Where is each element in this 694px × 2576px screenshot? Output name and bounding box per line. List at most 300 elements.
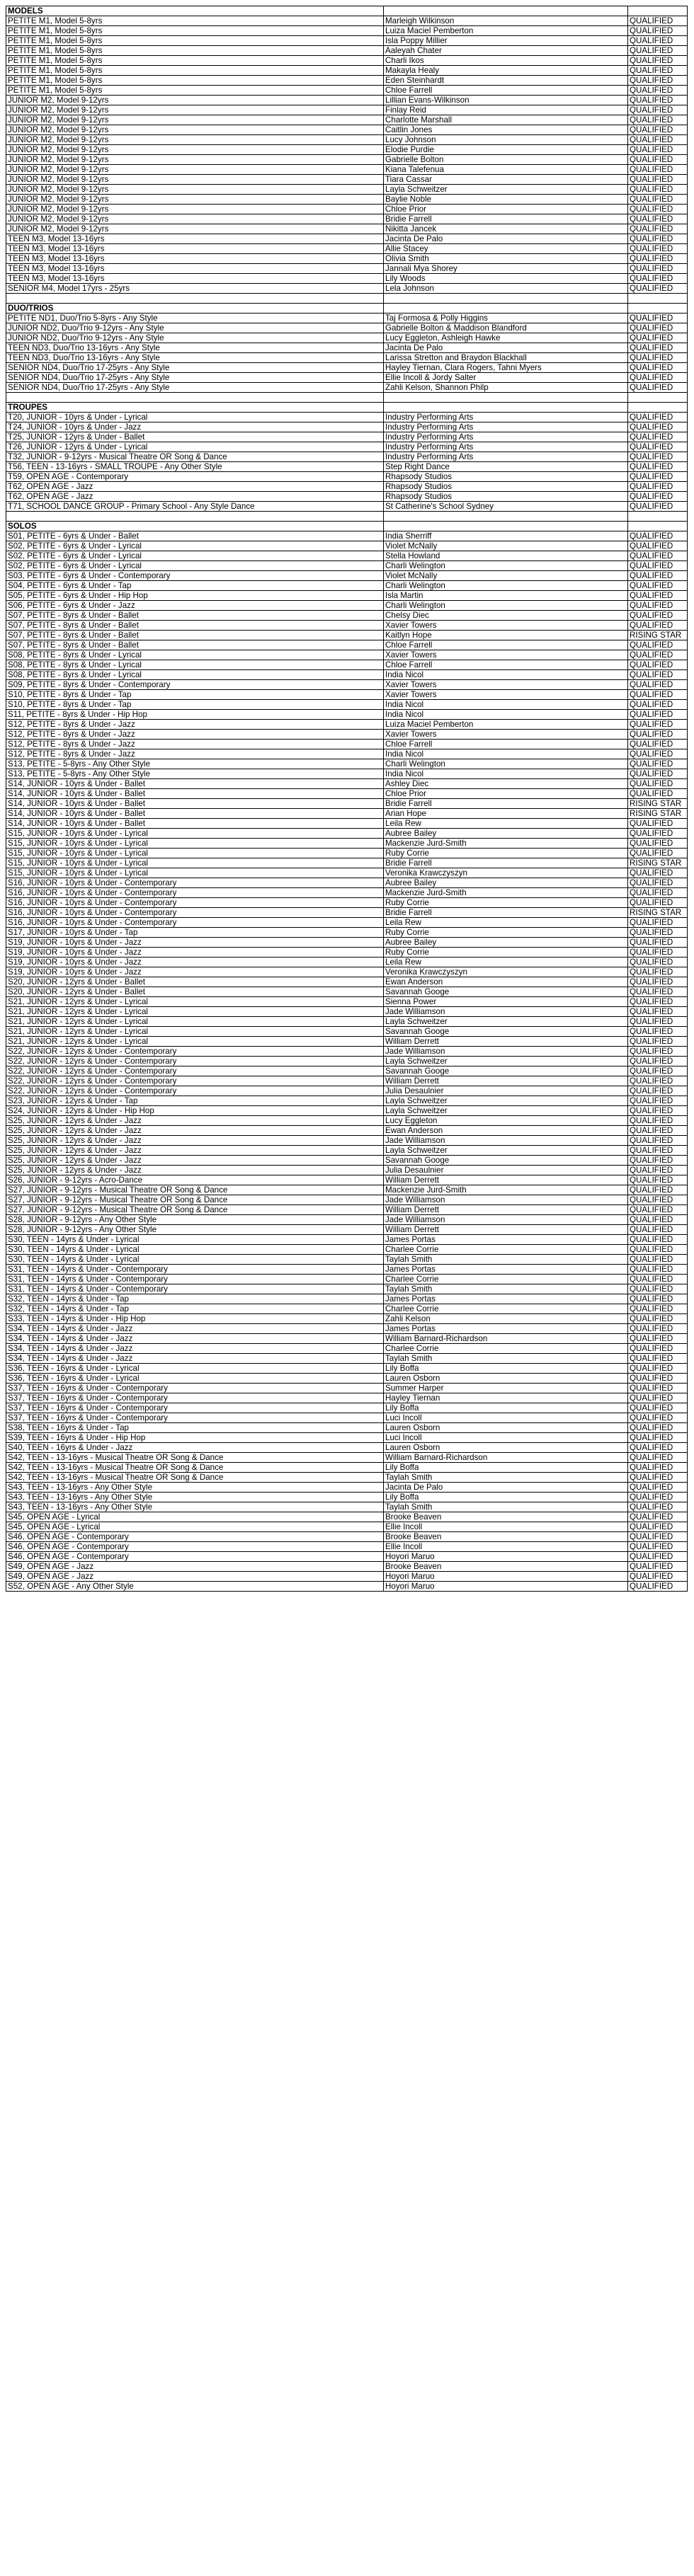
table-row (6, 145, 688, 155)
table-row (6, 323, 688, 333)
competitor-cell: Layla Schweitzer (384, 1106, 628, 1116)
table-row (6, 1393, 688, 1403)
competitor-cell: Lauren Osborn (384, 1423, 628, 1433)
empty-cell (6, 294, 384, 304)
result-cell: RISING STAR (628, 908, 688, 918)
result-cell: QUALIFIED (628, 601, 688, 611)
table-row (6, 1443, 688, 1453)
empty-cell (384, 393, 628, 403)
category-cell: S19, JUNIOR - 10yrs & Under - Jazz (6, 948, 384, 958)
category-cell: S26, JUNIOR - 9-12yrs - Acro-Dance (6, 1175, 384, 1185)
category-cell: S24, JUNIOR - 12yrs & Under - Hip Hop (6, 1106, 384, 1116)
competitor-cell: Chloe Farrell (384, 740, 628, 749)
result-cell: QUALIFIED (628, 779, 688, 789)
section-header-row (6, 6, 688, 16)
table-row (6, 858, 688, 868)
competitor-cell: Rhapsody Studios (384, 472, 628, 482)
competitor-cell: Step Right Dance (384, 462, 628, 472)
table-row (6, 1037, 688, 1047)
competitor-cell: Ellie Incoll & Jordy Salter (384, 373, 628, 383)
result-cell: QUALIFIED (628, 868, 688, 878)
competitor-cell: Layla Schweitzer (384, 1096, 628, 1106)
table-row (6, 1453, 688, 1463)
competitor-cell: Lillian Evans-Wilkinson (384, 96, 628, 105)
category-cell: S49, OPEN AGE - Jazz (6, 1562, 384, 1572)
result-cell: QUALIFIED (628, 967, 688, 977)
result-cell: QUALIFIED (628, 1126, 688, 1136)
empty-cell (628, 403, 688, 413)
table-row (6, 1433, 688, 1443)
result-cell: QUALIFIED (628, 1047, 688, 1057)
category-cell: S25, JUNIOR - 12yrs & Under - Jazz (6, 1156, 384, 1166)
competitor-cell: Sienna Power (384, 997, 628, 1007)
table-row (6, 1215, 688, 1225)
competitor-cell: Taylah Smith (384, 1502, 628, 1512)
category-cell: PETITE M1, Model 5-8yrs (6, 26, 384, 36)
table-row (6, 284, 688, 294)
competitor-cell: Lauren Osborn (384, 1374, 628, 1384)
result-cell: QUALIFIED (628, 561, 688, 571)
category-cell: S20, JUNIOR - 12yrs & Under - Ballet (6, 977, 384, 987)
empty-cell (384, 522, 628, 531)
table-row (6, 1245, 688, 1255)
result-cell: QUALIFIED (628, 472, 688, 482)
category-cell: S37, TEEN - 16yrs & Under - Contemporary (6, 1384, 384, 1393)
competitor-cell: Hayley Tiernan (384, 1393, 628, 1403)
category-cell: S42, TEEN - 13-16yrs - Musical Theatre OR Song & Dance (6, 1453, 384, 1463)
competitor-cell: Ruby Corrie (384, 948, 628, 958)
table-row (6, 868, 688, 878)
table-row (6, 1007, 688, 1017)
category-cell: S27, JUNIOR - 9-12yrs - Musical Theatre OR Song & Dance (6, 1205, 384, 1215)
competitor-cell: Savannah Googe (384, 987, 628, 997)
result-cell: QUALIFIED (628, 96, 688, 105)
result-cell: QUALIFIED (628, 1542, 688, 1552)
category-cell: S14, JUNIOR - 10yrs & Under - Ballet (6, 779, 384, 789)
result-cell: QUALIFIED (628, 373, 688, 383)
category-cell: S34, TEEN - 14yrs & Under - Jazz (6, 1334, 384, 1344)
result-cell: QUALIFIED (628, 1344, 688, 1354)
table-row (6, 531, 688, 541)
result-cell: QUALIFIED (628, 205, 688, 214)
category-cell: S19, JUNIOR - 10yrs & Under - Jazz (6, 938, 384, 948)
result-cell: QUALIFIED (628, 1522, 688, 1532)
empty-cell (384, 304, 628, 314)
competitor-cell: Hoyori Maruo (384, 1572, 628, 1582)
result-cell: QUALIFIED (628, 195, 688, 205)
section-title: MODELS (6, 6, 384, 16)
table-row (6, 195, 688, 205)
category-cell: S25, JUNIOR - 12yrs & Under - Jazz (6, 1146, 384, 1156)
table-row (6, 224, 688, 234)
result-cell: QUALIFIED (628, 353, 688, 363)
competitor-cell: Isla Poppy Millier (384, 36, 628, 46)
empty-cell (628, 294, 688, 304)
table-row (6, 56, 688, 66)
empty-cell (628, 522, 688, 531)
competitor-cell: Layla Schweitzer (384, 185, 628, 195)
result-cell: QUALIFIED (628, 1324, 688, 1334)
competitor-cell: Finlay Reid (384, 105, 628, 115)
category-cell: T62, OPEN AGE - Jazz (6, 482, 384, 492)
result-cell: QUALIFIED (628, 1423, 688, 1433)
empty-cell (628, 393, 688, 403)
category-cell: S08, PETITE - 8yrs & Under - Lyrical (6, 650, 384, 660)
section-title: SOLOS (6, 522, 384, 531)
competitor-cell: Lela Johnson (384, 284, 628, 294)
competitor-cell: Baylie Noble (384, 195, 628, 205)
table-row (6, 928, 688, 938)
category-cell: S05, PETITE - 6yrs & Under - Hip Hop (6, 591, 384, 601)
result-cell: RISING STAR (628, 858, 688, 868)
competitor-cell: Aaleyah Chater (384, 46, 628, 56)
competitor-cell: Leila Rew (384, 958, 628, 967)
competitor-cell: Olivia Smith (384, 254, 628, 264)
result-cell: QUALIFIED (628, 1205, 688, 1215)
category-cell: T59, OPEN AGE - Contemporary (6, 472, 384, 482)
table-row (6, 1126, 688, 1136)
competitor-cell: Luiza Maciel Pemberton (384, 720, 628, 730)
category-cell: S14, JUNIOR - 10yrs & Under - Ballet (6, 819, 384, 829)
competitor-cell: Mackenzie Jurd-Smith (384, 888, 628, 898)
category-cell: S02, PETITE - 6yrs & Under - Lyrical (6, 541, 384, 551)
result-cell: QUALIFIED (628, 1384, 688, 1393)
competitor-cell: Ellie Incoll (384, 1522, 628, 1532)
result-cell: QUALIFIED (628, 720, 688, 730)
empty-cell (384, 403, 628, 413)
table-row (6, 1146, 688, 1156)
table-row (6, 1265, 688, 1275)
result-cell: QUALIFIED (628, 1532, 688, 1542)
category-cell: S02, PETITE - 6yrs & Under - Lyrical (6, 551, 384, 561)
table-row (6, 571, 688, 581)
competitor-cell: Ellie Incoll (384, 1542, 628, 1552)
result-cell: QUALIFIED (628, 1493, 688, 1502)
table-row (6, 1057, 688, 1066)
result-cell: QUALIFIED (628, 1136, 688, 1146)
result-cell: QUALIFIED (628, 1037, 688, 1047)
competitor-cell: Aubree Bailey (384, 829, 628, 839)
table-row (6, 1403, 688, 1413)
result-cell: QUALIFIED (628, 640, 688, 650)
category-cell: S16, JUNIOR - 10yrs & Under - Contemporary (6, 888, 384, 898)
table-row (6, 650, 688, 660)
category-cell: TEEN M3, Model 13-16yrs (6, 274, 384, 284)
category-cell: T62, OPEN AGE - Jazz (6, 492, 384, 502)
competitor-cell: William Derrett (384, 1175, 628, 1185)
competitor-cell: Industry Performing Arts (384, 442, 628, 452)
category-cell: JUNIOR M2, Model 9-12yrs (6, 224, 384, 234)
result-cell: QUALIFIED (628, 1146, 688, 1156)
competitor-cell: Bridie Farrell (384, 908, 628, 918)
result-cell: QUALIFIED (628, 1027, 688, 1037)
table-row (6, 353, 688, 363)
competitor-cell: Eden Steinhardt (384, 76, 628, 86)
category-cell: S16, JUNIOR - 10yrs & Under - Contemporary (6, 918, 384, 928)
result-cell: QUALIFIED (628, 789, 688, 799)
table-row (6, 1066, 688, 1076)
result-cell: QUALIFIED (628, 878, 688, 888)
table-row (6, 1106, 688, 1116)
table-row (6, 621, 688, 631)
category-cell: S38, TEEN - 16yrs & Under - Tap (6, 1423, 384, 1433)
competitor-cell: Hoyori Maruo (384, 1552, 628, 1562)
competitor-cell: Mackenzie Jurd-Smith (384, 839, 628, 849)
category-cell: S17, JUNIOR - 10yrs & Under - Tap (6, 928, 384, 938)
competitor-cell: Jade Williamson (384, 1047, 628, 1057)
table-row (6, 343, 688, 353)
category-cell: S46, OPEN AGE - Contemporary (6, 1542, 384, 1552)
category-cell: S32, TEEN - 14yrs & Under - Tap (6, 1294, 384, 1304)
result-cell: QUALIFIED (628, 214, 688, 224)
competitor-cell: Jannali Mya Shorey (384, 264, 628, 274)
result-cell: QUALIFIED (628, 1374, 688, 1384)
competitor-cell: Zahli Kelson (384, 1314, 628, 1324)
table-row (6, 541, 688, 551)
result-cell: QUALIFIED (628, 56, 688, 66)
table-row (6, 611, 688, 621)
spacer-row (6, 393, 688, 403)
table-row (6, 898, 688, 908)
result-cell: QUALIFIED (628, 502, 688, 512)
competitor-cell: James Portas (384, 1294, 628, 1304)
result-cell: QUALIFIED (628, 254, 688, 264)
category-cell: S34, TEEN - 14yrs & Under - Jazz (6, 1354, 384, 1364)
result-cell: QUALIFIED (628, 175, 688, 185)
table-row (6, 502, 688, 512)
competitor-cell: Charlee Corrie (384, 1344, 628, 1354)
result-cell: QUALIFIED (628, 680, 688, 690)
category-cell: S31, TEEN - 14yrs & Under - Contemporary (6, 1275, 384, 1284)
category-cell: S36, TEEN - 16yrs & Under - Lyrical (6, 1374, 384, 1384)
table-row (6, 561, 688, 571)
competitor-cell: Bridie Farrell (384, 214, 628, 224)
category-cell: S42, TEEN - 13-16yrs - Musical Theatre OR Song & Dance (6, 1463, 384, 1473)
category-cell: S37, TEEN - 16yrs & Under - Contemporary (6, 1393, 384, 1403)
table-row (6, 997, 688, 1007)
result-cell: QUALIFIED (628, 1413, 688, 1423)
category-cell: JUNIOR ND2, Duo/Trio 9-12yrs - Any Style (6, 323, 384, 333)
category-cell: JUNIOR M2, Model 9-12yrs (6, 175, 384, 185)
section-header-row (6, 403, 688, 413)
competitor-cell: Zahli Kelson, Shannon Philp (384, 383, 628, 393)
category-cell: S21, JUNIOR - 12yrs & Under - Lyrical (6, 997, 384, 1007)
table-row (6, 205, 688, 214)
category-cell: S12, PETITE - 8yrs & Under - Jazz (6, 749, 384, 759)
table-row (6, 819, 688, 829)
category-cell: TEEN M3, Model 13-16yrs (6, 264, 384, 274)
table-row (6, 1562, 688, 1572)
result-cell: QUALIFIED (628, 343, 688, 353)
result-cell: QUALIFIED (628, 819, 688, 829)
result-cell: QUALIFIED (628, 1066, 688, 1076)
result-cell: QUALIFIED (628, 135, 688, 145)
category-cell: PETITE M1, Model 5-8yrs (6, 66, 384, 76)
table-row (6, 383, 688, 393)
category-cell: JUNIOR M2, Model 9-12yrs (6, 205, 384, 214)
category-cell: S33, TEEN - 14yrs & Under - Hip Hop (6, 1314, 384, 1324)
competitor-cell: Charli Welington (384, 561, 628, 571)
table-row (6, 1284, 688, 1294)
competitor-cell: Lily Boffa (384, 1493, 628, 1502)
result-cell: QUALIFIED (628, 1245, 688, 1255)
table-row (6, 1354, 688, 1364)
table-row (6, 710, 688, 720)
competitor-cell: Nikitta Jancek (384, 224, 628, 234)
category-cell: S22, JUNIOR - 12yrs & Under - Contemporary (6, 1076, 384, 1086)
result-cell: QUALIFIED (628, 1473, 688, 1483)
category-cell: S40, TEEN - 16yrs & Under - Jazz (6, 1443, 384, 1453)
competitor-cell: Jade Williamson (384, 1195, 628, 1205)
category-cell: PETITE M1, Model 5-8yrs (6, 76, 384, 86)
competitor-cell: India Nicol (384, 769, 628, 779)
competitor-cell: Ruby Corrie (384, 928, 628, 938)
competitor-cell: Taj Formosa & Polly Higgins (384, 314, 628, 323)
category-cell: S37, TEEN - 16yrs & Under - Contemporary (6, 1403, 384, 1413)
competitor-cell: Violet McNally (384, 541, 628, 551)
result-cell: QUALIFIED (628, 1453, 688, 1463)
category-cell: S20, JUNIOR - 12yrs & Under - Ballet (6, 987, 384, 997)
category-cell: TEEN ND3, Duo/Trio 13-16yrs - Any Style (6, 353, 384, 363)
category-cell: T20, JUNIOR - 10yrs & Under - Lyrical (6, 413, 384, 422)
competitor-cell: Tiara Cassar (384, 175, 628, 185)
competitor-cell: Industry Performing Arts (384, 452, 628, 462)
table-row (6, 591, 688, 601)
competitor-cell: Charlee Corrie (384, 1275, 628, 1284)
competitor-cell: James Portas (384, 1324, 628, 1334)
competitor-cell: Xavier Towers (384, 680, 628, 690)
result-cell: QUALIFIED (628, 660, 688, 670)
table-row (6, 769, 688, 779)
category-cell: S21, JUNIOR - 12yrs & Under - Lyrical (6, 1007, 384, 1017)
category-cell: JUNIOR M2, Model 9-12yrs (6, 135, 384, 145)
result-cell: QUALIFIED (628, 145, 688, 155)
category-cell: S19, JUNIOR - 10yrs & Under - Jazz (6, 967, 384, 977)
table-row (6, 373, 688, 383)
table-row (6, 918, 688, 928)
table-row (6, 1314, 688, 1324)
table-row (6, 601, 688, 611)
result-cell: QUALIFIED (628, 442, 688, 452)
competitor-cell: Caitlin Jones (384, 125, 628, 135)
category-cell: S34, TEEN - 14yrs & Under - Jazz (6, 1324, 384, 1334)
category-cell: S01, PETITE - 6yrs & Under - Ballet (6, 531, 384, 541)
result-cell: RISING STAR (628, 809, 688, 819)
competitor-cell: Kiana Talefenua (384, 165, 628, 175)
result-cell: QUALIFIED (628, 611, 688, 621)
result-cell: QUALIFIED (628, 274, 688, 284)
competitor-cell: Jacinta De Palo (384, 234, 628, 244)
competitor-cell: James Portas (384, 1265, 628, 1275)
category-cell: JUNIOR M2, Model 9-12yrs (6, 96, 384, 105)
result-cell: QUALIFIED (628, 234, 688, 244)
empty-cell (628, 512, 688, 522)
competitor-cell: Isla Martin (384, 591, 628, 601)
competitor-cell: Taylah Smith (384, 1255, 628, 1265)
table-row (6, 581, 688, 591)
result-cell: QUALIFIED (628, 1166, 688, 1175)
competitor-cell: William Derrett (384, 1076, 628, 1086)
competitor-cell: Gabrielle Bolton & Maddison Blandford (384, 323, 628, 333)
spacer-row (6, 294, 688, 304)
competitor-cell: Ruby Corrie (384, 898, 628, 908)
competitor-cell: Hayley Tiernan, Clara Rogers, Tahni Myers (384, 363, 628, 373)
result-cell: QUALIFIED (628, 224, 688, 234)
category-cell: S21, JUNIOR - 12yrs & Under - Lyrical (6, 1037, 384, 1047)
table-row (6, 432, 688, 442)
table-row (6, 1235, 688, 1245)
competitor-cell: Layla Schweitzer (384, 1146, 628, 1156)
competitor-cell: Jade Williamson (384, 1136, 628, 1146)
competitor-cell: Xavier Towers (384, 650, 628, 660)
result-cell: QUALIFIED (628, 1086, 688, 1096)
result-cell: QUALIFIED (628, 621, 688, 631)
category-cell: T71, SCHOOL DANCE GROUP - Primary School - Any Style Dance (6, 502, 384, 512)
results-document (6, 6, 687, 1592)
table-row (6, 115, 688, 125)
result-cell: QUALIFIED (628, 1007, 688, 1017)
empty-cell (384, 294, 628, 304)
table-row (6, 472, 688, 482)
competitor-cell: Bridie Farrell (384, 799, 628, 809)
competitor-cell: Chloe Farrell (384, 660, 628, 670)
competitor-cell: Chelsy Diec (384, 611, 628, 621)
table-row (6, 105, 688, 115)
category-cell: SENIOR M4, Model 17yrs - 25yrs (6, 284, 384, 294)
table-row (6, 1275, 688, 1284)
competitor-cell: Savannah Googe (384, 1027, 628, 1037)
competitor-cell: Charli Ikos (384, 56, 628, 66)
result-cell: QUALIFIED (628, 1225, 688, 1235)
category-cell: S31, TEEN - 14yrs & Under - Contemporary (6, 1265, 384, 1275)
table-row (6, 700, 688, 710)
competitor-cell: Taylah Smith (384, 1284, 628, 1294)
category-cell: S12, PETITE - 8yrs & Under - Jazz (6, 740, 384, 749)
table-row (6, 730, 688, 740)
category-cell: S15, JUNIOR - 10yrs & Under - Lyrical (6, 829, 384, 839)
table-row (6, 878, 688, 888)
competitor-cell: Ashley Diec (384, 779, 628, 789)
table-row (6, 452, 688, 462)
table-row (6, 234, 688, 244)
table-row (6, 1304, 688, 1314)
table-row (6, 76, 688, 86)
table-row (6, 849, 688, 858)
category-cell: S52, OPEN AGE - Any Other Style (6, 1582, 384, 1592)
table-row (6, 46, 688, 56)
competitor-cell: Lucy Eggleton (384, 1116, 628, 1126)
category-cell: S14, JUNIOR - 10yrs & Under - Ballet (6, 789, 384, 799)
competitor-cell: Lily Woods (384, 274, 628, 284)
competitor-cell: Lily Boffa (384, 1463, 628, 1473)
competitor-cell: India Nicol (384, 749, 628, 759)
result-cell: QUALIFIED (628, 432, 688, 442)
table-row (6, 36, 688, 46)
table-row (6, 1374, 688, 1384)
result-cell: QUALIFIED (628, 690, 688, 700)
competitor-cell: Brooke Beaven (384, 1562, 628, 1572)
competitor-cell: Veronika Krawczyszyn (384, 868, 628, 878)
table-row (6, 1473, 688, 1483)
category-cell: JUNIOR M2, Model 9-12yrs (6, 125, 384, 135)
result-cell: QUALIFIED (628, 1057, 688, 1066)
table-row (6, 264, 688, 274)
category-cell: JUNIOR M2, Model 9-12yrs (6, 105, 384, 115)
category-cell: SENIOR ND4, Duo/Trio 17-25yrs - Any Style (6, 373, 384, 383)
competitor-cell: Chloe Farrell (384, 86, 628, 96)
result-cell: QUALIFIED (628, 333, 688, 343)
table-row (6, 749, 688, 759)
